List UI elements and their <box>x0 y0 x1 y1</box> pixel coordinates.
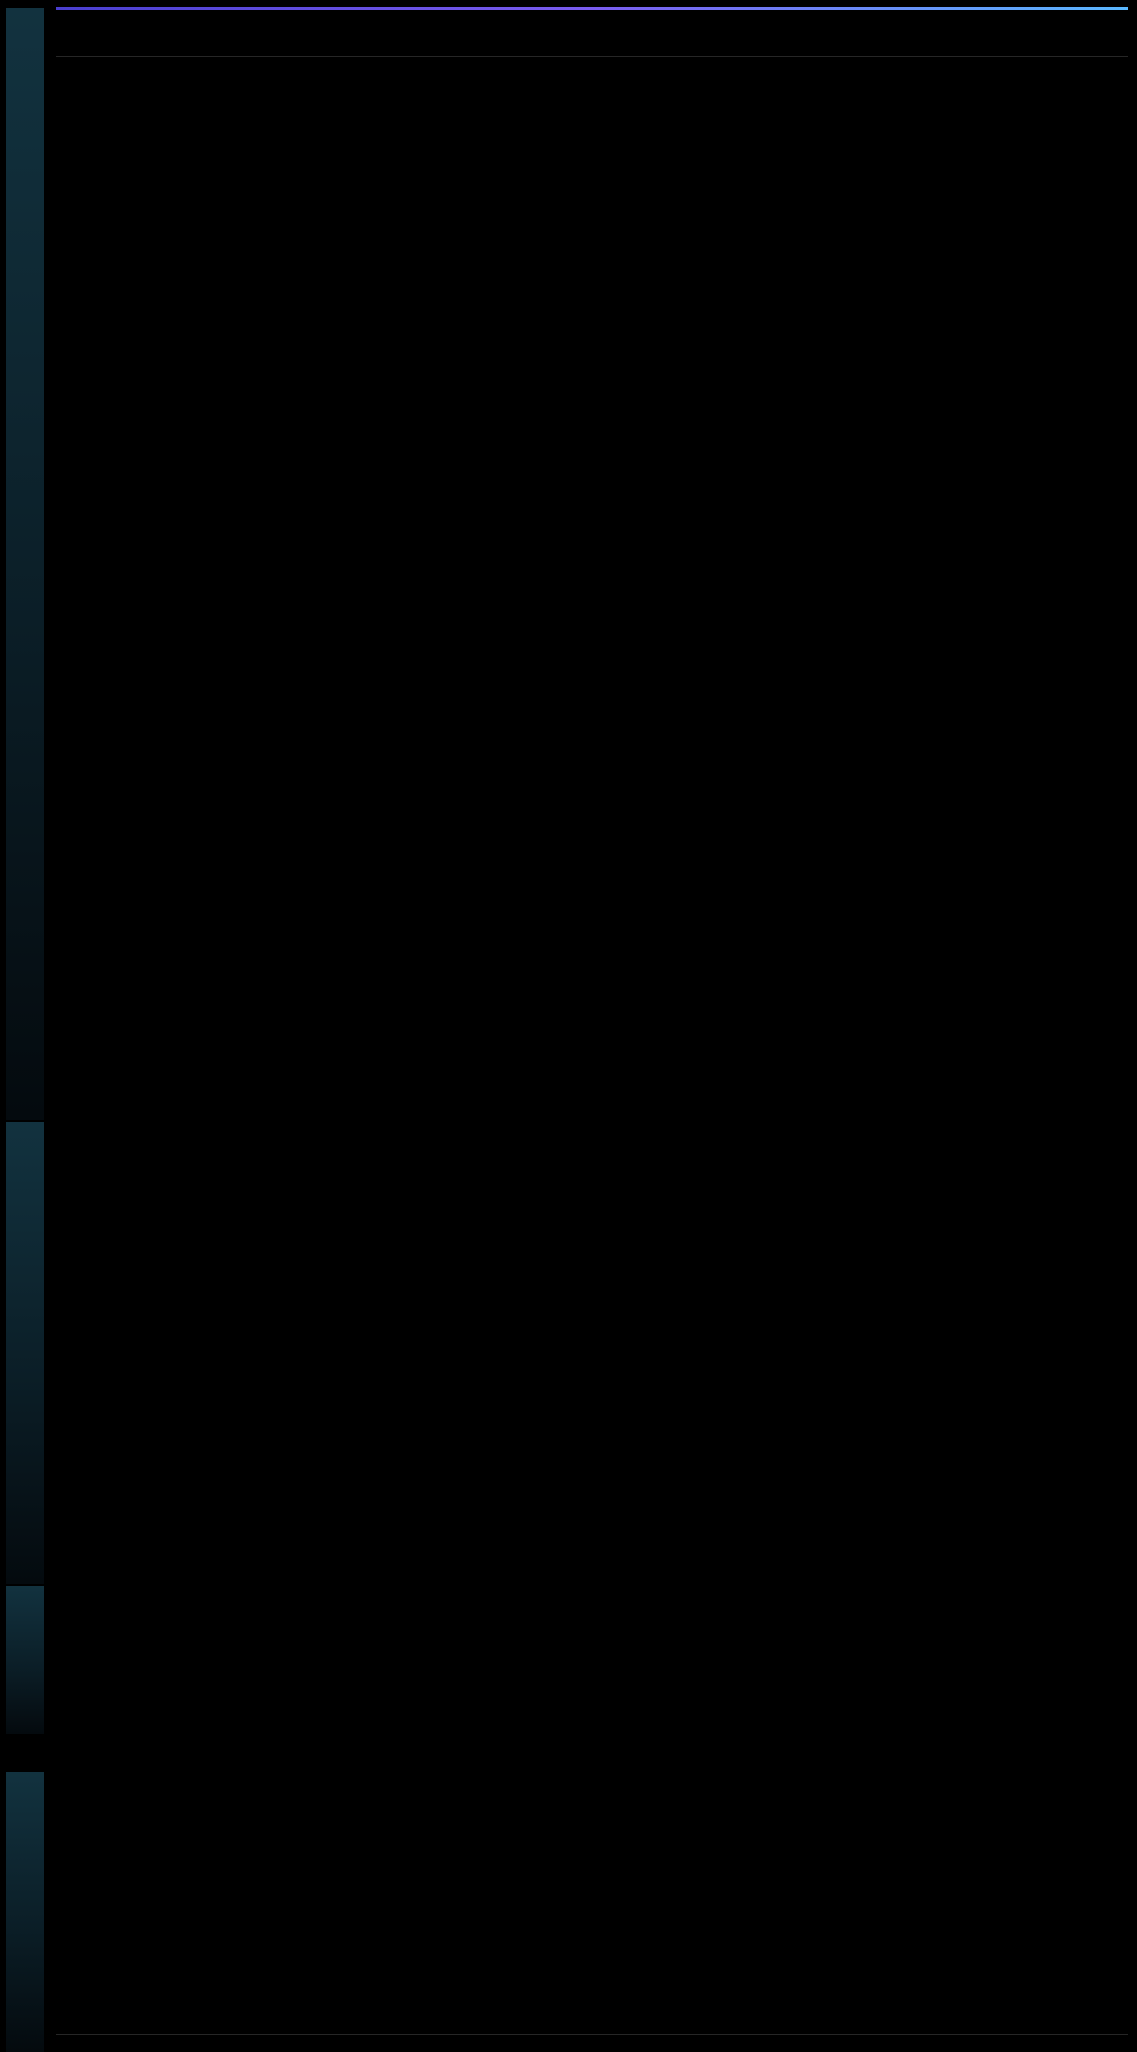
section-mechanical <box>6 8 44 1120</box>
section-electrical <box>6 1122 44 1584</box>
section-accessories <box>6 1586 44 1734</box>
table-header-row <box>56 8 1128 57</box>
section-other <box>6 1772 44 2052</box>
price-row <box>56 1967 1128 2035</box>
